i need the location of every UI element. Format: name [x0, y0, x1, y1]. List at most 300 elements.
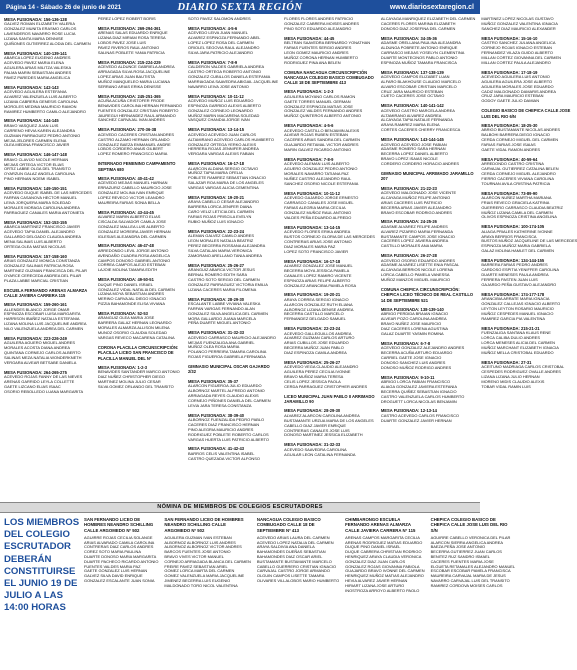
member-name: MEJIAS FUENZALIDA ANA GABRIEL [188, 339, 255, 345]
notice-text: LOS MIEMBROS DEL COLEGIO ESCRUTADOR DEBERÁN CONSTITUIRSE EL JUNIO 19 DE JULIO A LAS 14:00 HORAS [4, 517, 80, 614]
member-name: CARDOSO ESPITIA YENIFFER CAROLINA [481, 267, 559, 273]
member-name: OSORIO REBOLLEDO LUANA MARGARITA [4, 388, 84, 394]
college-member: HENRIQUEZ MUÑOZ MATIAS ALEJANDRO [345, 573, 424, 579]
college-column [84, 517, 158, 667]
mesa-title: MESA FUSIONADA: 12-13-14 [380, 408, 437, 414]
member-name: LIZANA DIAZ MIRIAM ROSA TERESA [97, 35, 166, 41]
member-name: CALDERON VALDES GABRIELA ANDREA [188, 64, 265, 70]
mesa-block [188, 364, 278, 375]
mesa-block [381, 171, 475, 182]
mesa-block [381, 103, 475, 133]
member-name: VARGAS VARGAS ALICIA CEMENTINA [188, 185, 259, 191]
mesa-block [4, 254, 92, 284]
mesa-block [4, 220, 92, 250]
member-name: PINO SOTO EDUARDO ALEJANDRO [284, 25, 352, 31]
mesa-title: MESA FUSIONADA: 40-41-42 [97, 175, 154, 181]
mesa-block [98, 26, 182, 56]
mesa-title: MESA FUSIONADA: 41-42-43 [188, 446, 245, 452]
member-name: ORIOLEL SEGOVIA RAUL ALEJANDRO [188, 44, 260, 50]
member-name: ADASME ORELLANA PAULINA ALEJANDRA [380, 40, 461, 46]
member-name: CUETO CACERES JOSE OCTAVIO [380, 93, 445, 99]
member-name: ACEVEDO CAMPOS ELIZABET LUAN [380, 73, 450, 79]
member-name: GAETE VIDAL RAMON ANDRES [481, 146, 541, 152]
member-name: ALCAYAGA TAPIA NATALIE FERNANDA [380, 117, 453, 123]
mesa-block [381, 307, 475, 337]
college-member: INOSTROZA ARROYO ALBERTO PAOLO [345, 587, 420, 593]
mesa-title: MESA FUSIONADA: 28-29-30 [188, 296, 245, 302]
mesa-block [188, 413, 278, 443]
member-name: SANCHEZ OSORIO NICOLE ESTEFANIA [284, 181, 359, 187]
section-band: NÓMINA DE MIEMBROS DE COLEGIOS ESCRUTADORES [0, 502, 480, 513]
college-member: OLGUIN CAMPOS LISETTE TAMARA [256, 573, 325, 579]
member-name: MEJIAS ORTEGA VICTOR ELIAS [4, 161, 64, 167]
member-name: GUERRERO CARRASCO CLAUDIA BEATRIZ [481, 204, 563, 210]
member-name: ALTAMIRANO ALVAREZ ANDREA [380, 112, 442, 118]
member-name: LOPEZ ROMERO FRANCISCO MARIA [97, 151, 168, 157]
member-name: ALVAREZ PIZARRO MARIA FERNANDA [380, 228, 453, 234]
member-name: BARRERA LORCA JENIFER DIANA [188, 204, 252, 210]
college-member: AGUIRRE ROJAS CECILIA SOLANGE [84, 534, 153, 540]
member-name: CABELLO DIAZ JAVIER ENRIQUE [284, 422, 347, 428]
college-column [345, 517, 424, 667]
member-name: ARRIAGADA REYES CLAUDIO ALEXIS [188, 392, 259, 398]
mesa-block [284, 17, 375, 32]
college-member: BRAVO VIVES VICTOR MANUEL [164, 554, 224, 560]
member-name: ALVAREZ VALENZUELA LUIS ALBERTO [4, 93, 77, 99]
member-name: GONZALEZ CALLEJAS IGNACIO ALBERTO [481, 301, 561, 307]
member-name: ALCAYAGA MUÑOZ FELIPE ANTONIO [380, 194, 451, 200]
member-name: ARIAS CACERES LUIS PATRICIO [380, 199, 442, 205]
member-name: ESPINOZA ESCOBAR LUISA MARGARITA [4, 311, 81, 317]
member-name: NILO VALENZUELA ANDREA DEL CARMEN [4, 326, 84, 332]
member-name: BARRERA FARIAS PEDRO ANDRES [481, 262, 548, 268]
member-name: CERDA CORNEJO MIGUEL DEL CARMEN [481, 136, 559, 142]
member-name: PAVEZ RIVEROS RAUL ANTONIO [97, 44, 160, 50]
mesa-title: MESA FUSIONADA: 157-158-160 [4, 253, 67, 259]
member-name: DONOSO MARTINEZ JESSICA ELIZABETH [284, 432, 363, 438]
member-name: MARTINEZ MOLINA JULIO CESAR [97, 378, 161, 384]
college-member: JIMENEZ BECERRA LUIS EUGENIO [164, 578, 231, 584]
member-name: MUÑOZ MARIN MACARENA SOLEDAD [188, 112, 260, 118]
member-name: ARRIAGADA SILVA ROSA JACQUELINE [97, 68, 171, 74]
mesa-title: MESA FUSIONADA: 1-2-3 [284, 89, 334, 95]
member-name: ALARCON NUÑEZ MARTHA MARIANA [481, 194, 552, 200]
mesa-block [98, 176, 182, 206]
member-name: TOURNAN AVILA CRISTINA PATRICIA [481, 180, 551, 186]
member-name: CORNEJO ROJAS IGNACIO ESTEBAN [481, 44, 553, 50]
member-name: PIZZIA BAHAMONDE ELISA VIVIANA [97, 301, 166, 307]
member-name: ARREDONDO CASTRO CRISTINA [481, 161, 544, 166]
mesa-block [4, 186, 92, 216]
college-member: ARENAS CAMPOS MARGARITA CECILIA [345, 534, 420, 540]
member-name: RODRIGUEZ POBLETE ROBERTO CARLOS [188, 431, 269, 437]
member-name: GONZALEZ CABRERA MOISES ANDRES [284, 20, 359, 26]
newspaper-title: DIARIO SEXTA REGIÓN [177, 1, 303, 13]
mesa-title: MESA FUSIONADA: 143-144-145 [380, 137, 444, 143]
member-name: CADIZ MALDONADO DAMARIS ANDREA [481, 88, 556, 94]
member-name: ACEVEDO DUQUE ISABEL DE LAS MERCEDES [4, 190, 92, 196]
member-name: RAMIREZ HUMBERTO CAMILO ALEJANDRO [4, 108, 86, 114]
member-name: ABRIGO BUSTAMANTE NICOLAS ANDRES [481, 127, 561, 133]
member-name: FRIAS REVECO GRACIELA KATRINA [481, 199, 550, 205]
mesa-block [98, 311, 182, 341]
member-name: ESCALANTE LABBE VIVIANA VALESKA [188, 300, 261, 306]
member-name: QUINTANA CORNEJO CARLOS ALBERTO [4, 350, 81, 356]
member-name: MUÑOZ MELLA CRISTOBAL EDUARDO [481, 349, 554, 355]
mesa-title: ESCUELA FERNANDO ARENAS ALMARZA CALLE JAVIERA CARRERA 115 [4, 287, 88, 298]
member-name: PEREZ LOPEZ ROBERT BORIS [97, 16, 156, 21]
member-name: DUARTE GONZALEZ JAVIER HERNAN [380, 417, 452, 423]
member-name: FERNANDEZ DELGADO SAMUEL [284, 316, 346, 322]
mesa-title: MESA FUSIONADA: 4-5-6 [188, 25, 238, 31]
member-name: ALARCON GONZALEZ RUTH ELIANA [284, 301, 353, 307]
college-member: GONZALEZ ROJAS GIOVANNA FABIOLA [345, 563, 420, 569]
mesa-title: GIMNASIO MUNICIPAL ARRIMADO JARAMILLO 207 [380, 171, 474, 182]
member-name: GUZMAN PARRAGUEZ PEDRO ANTONIO [4, 132, 81, 138]
member-name: GONZALEZ PARRAGUEZ VICTORIA EMILIA [188, 281, 268, 287]
mesa-block [188, 263, 278, 293]
member-name: MORALES NAVARRO TATIANA PAZ [284, 171, 349, 177]
member-name: TOBAR VIDAL RAMIN LUIS [481, 383, 531, 389]
mesa-block [481, 224, 577, 254]
member-name: MUÑOZ LIZANA CAMILA DEL CARMEN [481, 209, 553, 215]
member-name: GONZALEZ BAEZA EMMANUEL ANDRE [97, 141, 171, 147]
mesa-block [284, 326, 375, 356]
member-name: ALARCON FIGUEROA JULIO EDUARDO [188, 383, 262, 389]
mesa-block [284, 191, 375, 221]
member-name: GUAJARDO RETAMAL VICTOR ANDRES [284, 142, 359, 148]
member-name: CRUZ JARA MAURICIO ESTEBAN [380, 88, 444, 94]
member-name: ABARCA MARTINEZ FRANCISCO JAVIER [4, 224, 80, 230]
member-name: ARANGUIZ OLEA MARIA JOSE [97, 315, 155, 321]
member-name: LAVENDEROS NAVARRO ROSE LUCIA [4, 31, 76, 37]
member-name: ALVAREZ GUZMAN CARLOS ARTURO [284, 335, 355, 341]
mesa-title: MESA FUSIONADA: 10-11-12 [188, 93, 244, 99]
member-name: DONOSO MUÑOZ RODRIGO ANDRES [380, 364, 452, 370]
college-member: BECERRA GUTIERREZ JUAN CARLOS [430, 549, 502, 555]
mesa-block [381, 408, 475, 423]
member-name: RODRIGUEZ PINA ANA BELEN [284, 59, 341, 65]
member-name: ARENAS GARRIDO LEYLA COLLETTE [4, 379, 75, 385]
college-member: ALBORNOZ ALBORNOZ VICTOR ANDRES [164, 544, 242, 550]
member-name: LEON MORALES NATALIA BEATRIZ [188, 238, 254, 244]
college-member: CONTRERAS DIAZ CARLOS ANDRES [84, 544, 154, 550]
member-name: SILVA CATALAN MARIA VERONICA [188, 247, 253, 253]
mesa-title: MESA FUSIONADA: 144-145 [4, 118, 59, 124]
member-name: ACEVEDO OSORIO EDUARDO ANDRES [380, 257, 456, 263]
mesa-title: MESA FUSIONADA: 15-16-10 [481, 35, 538, 41]
member-name: POBLETE RAMIREZ SEBASTIAN IGNACIO [188, 175, 266, 181]
mesa-block [381, 36, 475, 66]
member-name: ACEVEDO AGUILERA ESTEFANIA [4, 88, 67, 94]
member-name: ALCAYAGA BERRIOS NICOLE LORENA [380, 267, 454, 273]
member-name: ERRAZURIZ CABELLO MAURICIO JOSE [97, 185, 172, 191]
mesa-block [188, 379, 278, 409]
mesa-block [381, 341, 475, 371]
member-name: BUSTAMANTE CAMPOS JOSE IGNACIO [380, 233, 455, 239]
college-member: HENRIQUEZ ARAYA CLAUDIA VERONICA [345, 554, 422, 560]
member-name: BRAVO ESCOBAR RODRIGO ANDRES [380, 209, 452, 215]
mesa-block [381, 137, 475, 167]
mesa-title: MESA FUSIONADA: 215-224-229 [97, 59, 161, 65]
college-member: DUARTE DONOSO MARIA MARGARITA [84, 554, 157, 560]
member-name: ACEVEDO ACEVEDO JUAN CARLOS [188, 131, 257, 137]
member-name: GONZALEZ MALLEA LUIS ALBERTO [97, 223, 165, 229]
member-name: BRAVO MUÑOZ MARIA TERESA [284, 374, 344, 380]
mesa-title: MESA FUSIONADA: 31-32-33 [284, 442, 341, 448]
member-name: OYARCE CERECEDA ANDREA DEL PILAR [4, 272, 82, 278]
member-name: ACEVEDO FLORES ERIKA ANDREA [284, 229, 351, 235]
member-name: ALBORNOZ FUENZALIDA PEDRO PABLO [188, 416, 265, 422]
mesa-block [4, 51, 92, 81]
member-name: ALFARO BLAKHOUSE CLAUDIO MARCELO [380, 78, 461, 84]
mesa-title: MESA FUSIONADA: 270-36-38 [97, 127, 157, 133]
member-name: BECERRA MOYA JESSICA PAMELA [284, 267, 350, 273]
member-name: NUÑEZ CASTRO ALEJANDRO RAUL [284, 176, 352, 182]
member-name: SILVA GOMEZ ORLANDO DEL TRANSITO [97, 383, 174, 389]
member-name: MORENO MIDIS CLAUDIO ALEXIS [481, 378, 545, 384]
voting-tables-columns [4, 16, 577, 501]
mesa-title: MESA FUSIONADA: 134-144-155 [481, 258, 545, 264]
college-member: GAETE GONZALEZ LUIS HERNAN [84, 568, 148, 574]
college-column [431, 517, 516, 667]
member-name: CANALES LOPEZ RAMIRO VICENTE [284, 272, 352, 278]
college-member: GOMEZ VALENZUELA MARIA JACQUELINE [164, 573, 245, 579]
member-name: ESPINOZA MUÑOZ MARIA GABRIELA [481, 243, 551, 249]
mesa-title: MESA FUSIONADA: 174-177-178 [481, 292, 545, 298]
college-member: CORNEJO ARRIAGADA BLANCA DEL CARMEN [164, 558, 251, 564]
mesa-title: MESA FUSIONADA: 22-23-24 [284, 326, 341, 332]
member-name: BUSTOS CORNEJO GLORIA DE LAS MERCEDES [284, 233, 375, 239]
mesa-title: MESA FUSIONADA: 7-8-9 [284, 157, 334, 163]
mesa-title: MESA FUSIONADA: 245-251-365 [97, 93, 161, 99]
member-name: OLIVOS ESPINOZA CRISTINA ANGELINA [481, 214, 557, 220]
member-name: LIZANA SANTA MARIA DENNISE [4, 36, 64, 42]
member-name: LOPEZ SOTO FRANCISCO JAVIER [284, 248, 349, 254]
mesa-block [381, 219, 475, 249]
member-name: BALBOHI BARRERA DIEGO IGNACIO [481, 132, 550, 138]
mesa-title: MESA FUSIONADA: 100-174-105 [481, 224, 545, 230]
member-name: MORALES ACOSTA DIANA ANDREA [4, 345, 71, 351]
mesa-block [481, 258, 577, 288]
member-name: ARAYA RAMIREZ MARIA ELENA [380, 122, 440, 128]
member-name: DIAZ MORALES MARIA PAZ [284, 243, 336, 249]
member-name: CASTRO SANCHEZ JULIANA ANGELICA [481, 40, 556, 46]
mesa-block [98, 127, 182, 157]
member-name: ZAMORANO ARELLANO TANIA ANDREA [188, 252, 263, 258]
mesa-block [98, 17, 182, 22]
mesa-title: MESA FUSIONADA: 159-260-161 [4, 302, 67, 308]
member-name: ACEITUNO MADRIAGA CARLOS CRISTOBAL [481, 363, 565, 369]
member-name: ESPINOZA ARIAS FELIPE ALBERTO [284, 277, 351, 283]
mesa-title: MESA FUSIONADA: 223-226-249 [4, 336, 67, 342]
mesa-block [284, 89, 375, 119]
member-name: FARFAN CASANOVA HECTOR MANUEL [4, 195, 77, 201]
mesa-block [481, 36, 577, 66]
member-name: ESPINOZA MUÑOZ TAMARA FRANCISCA [380, 59, 457, 65]
member-name: FARIAS FUENTES SERGIO ANDRES [284, 44, 352, 50]
member-name: FERRERA PASTEN JUAN LUIS [481, 277, 538, 283]
member-name: ORTIZ LABBE OLGA DEL TRANSITO [4, 166, 71, 172]
member-name: BENAVIDES SANTANDER MARCO ANTONIO [97, 369, 180, 375]
mesa-title: MESA FUSIONADA: 19-20-21 [188, 195, 245, 201]
member-name: GONZALEZ CUBILLOS DANIELA ESTEFANIA [188, 73, 271, 79]
member-name: CISCALDA SALVADOR CAMILA JOSE [97, 218, 167, 224]
member-name: BUSTOS MUÑOZ JACQUELINE DE LAS MERCEDES [481, 238, 577, 244]
member-name: BENAVIDES CAROLINA HERNAN FERNANDO [97, 102, 182, 108]
member-name: ARAYA CORREA SERGIO IGNACIO [284, 296, 349, 302]
member-name: HARRISON IBAÑEZ NATALIA ESTEFANIA [4, 316, 80, 322]
mesa-block [98, 277, 182, 307]
member-name: CORDERO CORDERO HORACIO ANDRES [380, 161, 459, 167]
member-name: SALAZAR ROA MARIA DE LOS ANGELES [188, 180, 264, 186]
mesa-block [284, 442, 375, 457]
member-name: AGUILAR LEON CATALINA FERNANDA [284, 451, 356, 457]
member-name: GONZALEZ ESPINOZA MATIAS JOSE [284, 103, 354, 109]
mesa-block [188, 26, 278, 56]
college-title: SAN FERNANDO LICEO DE HOMBRES NEANDRO SCHILLING CALLE ARGOMEDO Nº 502 [84, 517, 154, 533]
mesa-title: MESA FUSIONADA: 25-26-27 [188, 262, 245, 268]
mesa-title: MESA FUSIONADA: 43-44-45 [97, 209, 154, 215]
mesa-title: CORONA PLACILLA CIRCUNSCRIPCIÓN: PLACILLA LICEO SAN FRANCISCO DE PLACILLA MANUEL DEL Nº [97, 344, 179, 361]
mesa-block [284, 225, 375, 255]
member-name: MUÑOZ QUINTEROS ALBERTO ANTONIO [284, 113, 361, 119]
member-name: LOBOS CORDERO ANAIS GILBERT [97, 146, 164, 152]
member-name: AGUILERA PEREZ CECILIA IVONNE [284, 369, 351, 375]
member-name: CARRENO HEVIA KAREN ALEJANDRA [4, 127, 76, 133]
member-name: GONZALEZ MOREIRA JAVIER HERNAN [97, 228, 171, 234]
member-name: SALINAS POBLETE YANIA PATRICIA [97, 49, 165, 55]
member-name: FUENZALIDA SANTANA KLAUS RENE [481, 330, 551, 336]
member-name: ACEVEDO AGUILERA LUIS ANTONIO [481, 73, 550, 79]
college-member: CACERES FUENTES MARIA JOSE [430, 558, 494, 564]
mesa-block [188, 60, 278, 90]
member-name: BRAVO VASQUEZ JUAN LUIS [4, 122, 59, 128]
mesa-title: MESA FUSIONADA: 44-45 [284, 35, 335, 41]
member-name: BRAVO CLAVIJO NICOLE HERNAN [4, 156, 69, 162]
member-name: BECERRA CASTILLO MARCELO [284, 311, 344, 317]
mesa-title: MESA FUSIONADA: 19-20-21 [284, 292, 341, 298]
mesa-title: MESA FUSIONADA: 46-47-48 [97, 243, 154, 249]
member-name: BECERRA MUÑOZ JUAN PABLO [284, 345, 344, 351]
mesa-title: MESA FUSIONADA: 17-18-19 [481, 69, 538, 75]
mesa-block [4, 85, 92, 115]
mesa-block [284, 408, 375, 438]
member-name: CESPEDES RODRIGUEZ OVALLE ANDRES [481, 368, 561, 374]
member-name: BECERRA ARIAS JAVIER ALEJANDRO [380, 204, 452, 210]
mesa-title: INTERNADO FEMENINO CAMPAMENTO SEPTIMA 680 [97, 161, 176, 172]
member-name: ARENAS SALAS EDUARDO ENRIQUE [97, 30, 168, 36]
mesa-title: MESA FUSIONADA: 35-37 [188, 378, 239, 384]
college-member: ARAYA SALDIVIA ANA DANIELA [256, 544, 315, 550]
mesa-block [284, 36, 375, 66]
mesa-block [284, 394, 375, 405]
mesa-block [381, 287, 475, 303]
mesa-title: COLEGIO BASICO DE CHEPICA CALLE JOSE LUIS DEL RIO 6/N [481, 108, 571, 119]
college-member: DUQUE PINO DANIEL ISRAEL [345, 544, 401, 550]
mesa-block [98, 345, 182, 361]
member-name: OYARZUN GALAZ ANGELA CAROLINA [4, 171, 75, 177]
member-name: LEYTON LEYTON ROSARIO MAURICIO [481, 306, 554, 312]
mesa-block [98, 365, 182, 390]
member-name: ACEVEDO ROJAS FANNY DE LAS NIEVES [4, 374, 83, 380]
member-name: ALARCON ALDANA SERGIO OCTAVIO [188, 165, 259, 171]
mesa-title: MESA FUSIONADA: 40-59-64 [481, 156, 538, 162]
college-member: OLIVARES VILLALOBOS MARIO HUMBERTO [256, 578, 340, 584]
member-name: FARFAN VARGAS FERNANDO ALAN [188, 305, 255, 311]
mesa-block [284, 123, 375, 153]
member-name: DUQUE PINO DANIEL ISRAEL [97, 281, 154, 287]
member-name: GONZALEZ MUNITA ERASMO CARLOS [4, 26, 77, 32]
member-name: PINO ALEGRIA MAURICIO ANDRES [188, 426, 254, 432]
member-name: ALIAGA GONZALEZ JAVIERA ESTEFANIA [380, 383, 457, 389]
college-member: ARENAS RODRIGUEZ MATIAS EDUARDO [345, 539, 423, 545]
member-name: QUIÑONES GUTIERREZ ALODIA DEL CARMEN [4, 40, 91, 46]
member-name: ABRIGO LORCA FABIAN FRANCISCO [380, 378, 451, 384]
member-name: ALIAGA PRIALES KATHERINE IVONNE [481, 228, 553, 234]
member-name: CASTRO QUEZADA VICTOR ALFONSO [188, 455, 260, 461]
member-name: BRAVO LOPEZ ISAIAS NICOLE [380, 156, 438, 162]
member-name: ALVEAR ROJAS RUBEN ESTEBAN [284, 132, 348, 138]
member-name: GONZALEZ VIDAL NATALIA DEL CARMEN [97, 286, 175, 292]
mesa-block [188, 161, 278, 191]
college-member: BENITEZ RUZ SANDRO ISMAEL [430, 554, 490, 560]
member-name: ALLENDES BLANCO JORGE OMAR [4, 306, 70, 312]
member-name: GAETE LIZCANO ELIAS ISAAC [4, 383, 61, 389]
website-url[interactable]: www.diariosextaregion.cl [389, 3, 474, 11]
mesa-title: COMUNA CHEPICA CIRCUNSCRIPCIÓN: CHEPICA LICEO TÉCNICO DE REAL CASTILLO 14 DE SEPTIEMBRE 521 [380, 287, 474, 303]
mesa-title: MESA FUSIONADA: 31-32-33 [188, 330, 245, 336]
member-name: MUÑOZ TAPIA MARIA OFELIA [188, 170, 243, 176]
college-member: GONZALEZ DIAZ JUAN CARLOS [345, 558, 406, 564]
college-member: GUAJARDO BRAVO IVONNE DEL CARMEN [345, 568, 425, 574]
mesa-title: MESA FUSIONADA: 16-17-18 [284, 258, 341, 264]
member-name: HERRERA ROJAS JENNIFER ANDREA [188, 146, 259, 152]
member-name: CORNEJO PIÑONES DANIELA DEL CARMEN [188, 397, 271, 403]
member-name: ACEVEDO CACERES CRISTIAN ANDRES [97, 131, 174, 137]
member-name: LIZANA MOLINA LUIS JACQUELINE ANDREA [4, 321, 87, 327]
mesa-block [188, 229, 278, 259]
college-member: MALDONADO TORO NICOL VALENTINA [164, 582, 238, 588]
member-name: BARRERA GALAZ HERNAN LEONARDO [97, 320, 172, 326]
college-member: HEVIA ALVAREZ JAVIER HERNAN [345, 578, 408, 584]
member-name: AGUERO GONZALEZ PEDRO ANTONIO [284, 166, 358, 172]
college-member: GALVEZ SILVA DAVID ENRIQUE [84, 573, 143, 579]
college-member: BAHAMONDES DUEÑAS SEBASTIAN [256, 549, 326, 555]
member-name: ACEVEDO MEJIAS MANUEL HARNAN [97, 180, 168, 186]
member-name: DIAZ CACERES LORENA AGUSTINA [380, 326, 449, 332]
mesa-block [481, 157, 577, 187]
member-name: ACEVEDO CARRASCO MAURICIO ALEJANDRO [188, 334, 276, 340]
column [4, 17, 92, 501]
member-name: ACEVEDO GAJARDO JORGE ERNESTO [284, 195, 359, 201]
member-name: AGUILERA MOYANO CARLOS RAMON [284, 93, 356, 99]
member-name: VALDES PEÑA EDUARDO ALFREDO [284, 214, 352, 220]
member-name: MORA GALLARDO JUANA MARCELA [188, 315, 257, 321]
mesa-block [481, 360, 577, 390]
member-name: ACEVEDO LEIVA JUAN MANUEL [188, 30, 248, 36]
member-name: LOPEZ LOPEZ ROSA DEL CARMEN [188, 40, 254, 46]
college-member: BARCOS FUENTES JOSE ANTONIO [164, 549, 231, 555]
college-title: NANCAGUA COLEGIO BASICO COMBUGADO CALLE 18 DE SEPTIEMBRE Nº 413 [256, 517, 321, 533]
mesa-block [284, 157, 375, 187]
member-name: DIAZ ESPINOZA CAMILA ANDREA [284, 350, 347, 356]
mesa-block [4, 336, 92, 366]
mesa-block [381, 375, 475, 405]
mesa-block [4, 370, 92, 395]
member-name: GALAZ MOLINA HAMLET DEL CARMEN [481, 248, 554, 254]
member-name: LEVIA JARA TERESA CONSTANZA [188, 402, 252, 408]
